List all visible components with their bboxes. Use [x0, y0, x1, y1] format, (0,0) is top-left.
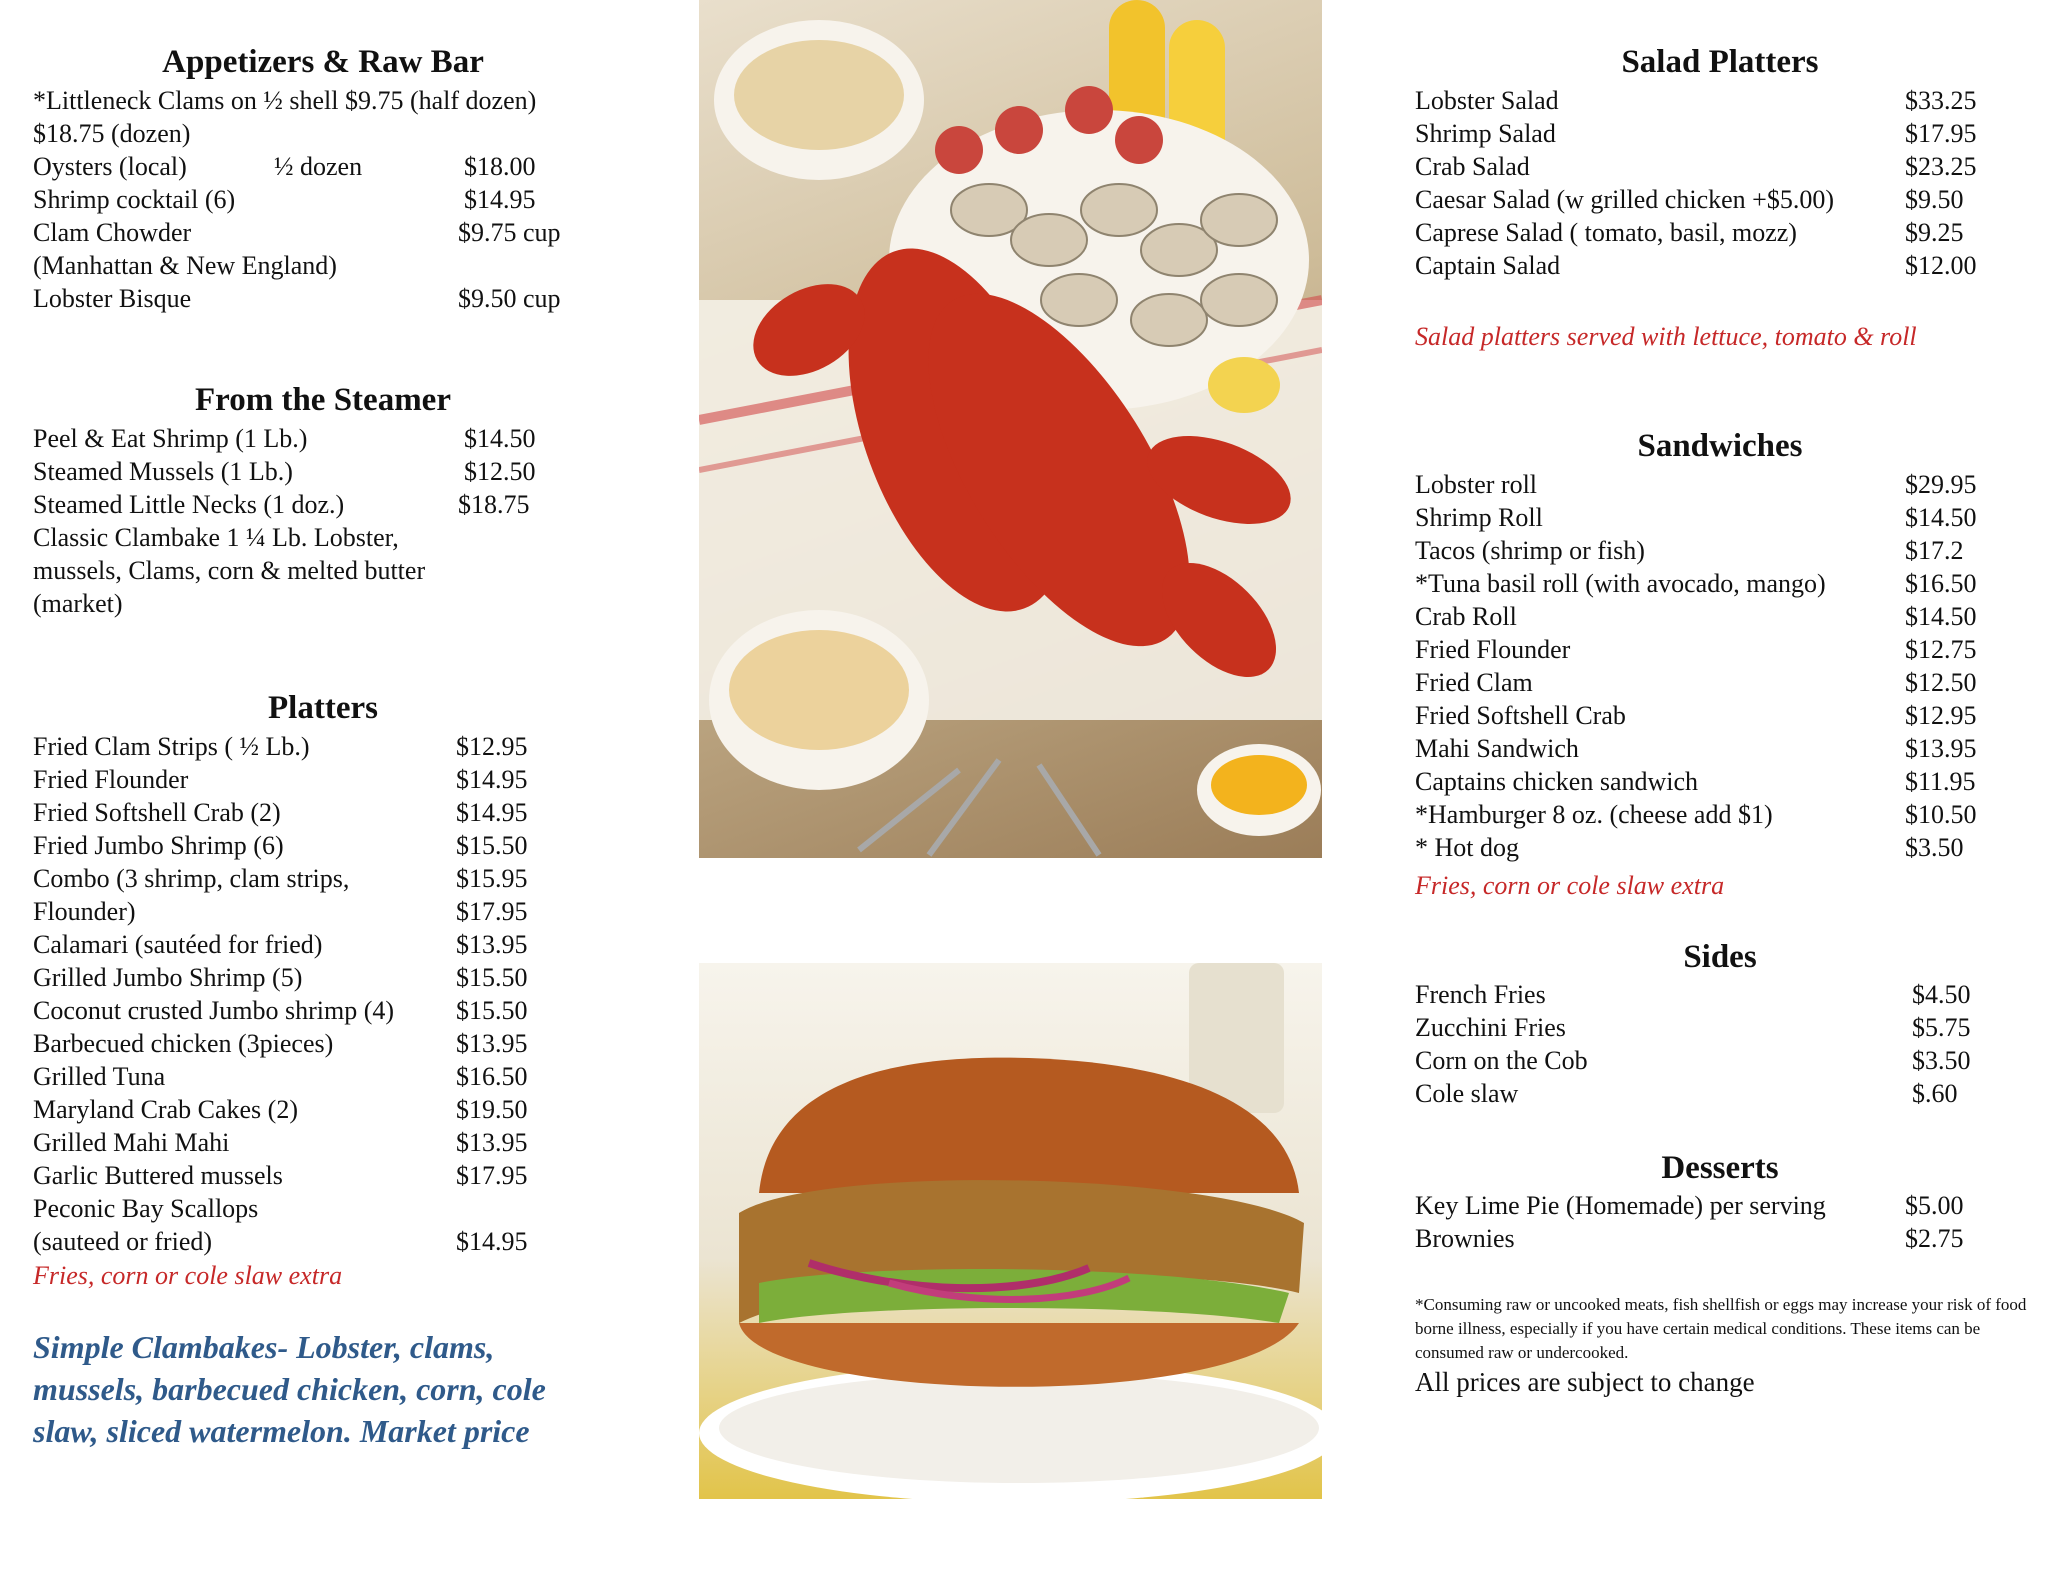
- platter-item-name: Grilled Mahi Mahi: [33, 1128, 230, 1157]
- salad-item-price: $9.25: [1905, 218, 1964, 247]
- platter-item-price: $16.50: [456, 1062, 528, 1091]
- steamer-price: $18.75: [458, 490, 530, 519]
- appetizer-line: Clam Chowder: [33, 218, 192, 247]
- side-item-name: Cole slaw: [1415, 1079, 1519, 1108]
- side-item-price: $5.75: [1912, 1013, 1971, 1042]
- sandwich-item-price: $3.50: [1905, 833, 1964, 862]
- platter-item-name: Grilled Tuna: [33, 1062, 166, 1091]
- raw-food-disclaimer: *Consuming raw or uncooked meats, fish shellfish or eggs may increase your risk of food borne illness, especially if you have certain medical conditions. These items can be consumed raw or undercooked.: [1415, 1295, 2027, 1362]
- appetizer-line: $18.75 (dozen): [33, 119, 191, 148]
- dessert-item-price: $5.00: [1905, 1191, 1964, 1220]
- appetizer-line: Shrimp cocktail (6): [33, 185, 236, 214]
- salad-item-price: $9.50: [1905, 185, 1964, 214]
- sandwich-item-name: *Hamburger 8 oz. (cheese add $1): [1415, 800, 1773, 829]
- platter-item-name: Grilled Jumbo Shrimp (5): [33, 963, 303, 992]
- steamer-price: $12.50: [464, 457, 536, 486]
- sandwich-item-name: Fried Clam: [1415, 668, 1533, 697]
- platter-item-price: $14.95: [456, 798, 528, 827]
- steamer-price: $14.50: [464, 424, 536, 453]
- salad-item-name: Lobster Salad: [1415, 86, 1559, 115]
- appetizer-line: Lobster Bisque: [33, 284, 192, 313]
- platter-item-price: $17.95: [456, 1161, 528, 1190]
- salad-item-name: Crab Salad: [1415, 152, 1530, 181]
- steamer-line: mussels, Clams, corn & melted butter: [33, 556, 426, 585]
- seafood-platter-illustration: [699, 0, 1322, 858]
- sandwich-item-price: $12.50: [1905, 668, 1977, 697]
- sandwich-item-price: $17.2: [1905, 536, 1964, 565]
- sandwich-item-name: Mahi Sandwich: [1415, 734, 1579, 763]
- steamer-line: (market): [33, 589, 123, 618]
- platters-heading: Platters: [268, 690, 378, 726]
- appetizer-price: $14.95: [464, 185, 536, 214]
- sandwich-item-price: $16.50: [1905, 569, 1977, 598]
- platter-item-price: $19.50: [456, 1095, 528, 1124]
- platter-item-name: Flounder): [33, 897, 136, 926]
- salad-item-name: Captain Salad: [1415, 251, 1561, 280]
- platter-item-price: $17.95: [456, 897, 528, 926]
- appetizer-line: *Littleneck Clams on ½ shell $9.75 (half dozen): [33, 86, 537, 115]
- sandwiches-extra-note: Fries, corn or cole slaw extra: [1415, 871, 1725, 900]
- sandwich-item-price: $14.50: [1905, 503, 1977, 532]
- steamer-heading: From the Steamer: [195, 382, 451, 418]
- steamer-line: Peel & Eat Shrimp (1 Lb.): [33, 424, 308, 453]
- appetizer-price: $18.00: [464, 152, 536, 181]
- platter-item-price: $15.95: [456, 864, 528, 893]
- appetizer-line: (Manhattan & New England): [33, 251, 337, 280]
- platters-extra-note: Fries, corn or cole slaw extra: [33, 1261, 343, 1290]
- side-item-price: $4.50: [1912, 980, 1971, 1009]
- salad-item-price: $17.95: [1905, 119, 1977, 148]
- appetizer-line: Oysters (local): [33, 152, 187, 181]
- steamer-line: Steamed Little Necks (1 doz.): [33, 490, 345, 519]
- platter-item-name: Fried Jumbo Shrimp (6): [33, 831, 284, 860]
- salad-item-name: Caprese Salad ( tomato, basil, mozz): [1415, 218, 1797, 247]
- sandwich-item-price: $12.95: [1905, 701, 1977, 730]
- side-item-price: $.60: [1912, 1079, 1958, 1108]
- platter-item-price: $13.95: [456, 930, 528, 959]
- appetizer-price: $9.75 cup: [458, 218, 561, 247]
- sandwich-item-name: Tacos (shrimp or fish): [1415, 536, 1645, 565]
- platter-item-price: $15.50: [456, 963, 528, 992]
- clambake-note: Simple Clambakes- Lobster, clams, mussels, barbecued chicken, corn, cole slaw, sliced watermelon. Market price: [33, 1329, 546, 1449]
- dessert-item-name: Brownies: [1415, 1224, 1515, 1253]
- salad-item-name: Shrimp Salad: [1415, 119, 1556, 148]
- desserts-heading: Desserts: [1661, 1150, 1779, 1186]
- appetizer-price: $9.50 cup: [458, 284, 561, 313]
- platter-item-price: $15.50: [456, 831, 528, 860]
- sandwich-item-name: Fried Softshell Crab: [1415, 701, 1626, 730]
- platter-item-name: Maryland Crab Cakes (2): [33, 1095, 298, 1124]
- platter-item-name: Peconic Bay Scallops: [33, 1194, 259, 1223]
- sandwich-item-price: $12.75: [1905, 635, 1977, 664]
- salad-item-price: $23.25: [1905, 152, 1977, 181]
- steamer-line: Steamed Mussels (1 Lb.): [33, 457, 293, 486]
- platter-item-price: $14.95: [456, 765, 528, 794]
- steamer-line: Classic Clambake 1 ¼ Lb. Lobster,: [33, 523, 399, 552]
- sandwich-item-name: *Tuna basil roll (with avocado, mango): [1415, 569, 1826, 598]
- salad-item-name: Caesar Salad (w grilled chicken +$5.00): [1415, 185, 1834, 214]
- platter-item-price: $13.95: [456, 1128, 528, 1157]
- sandwich-item-name: Shrimp Roll: [1415, 503, 1543, 532]
- side-item-name: Zucchini Fries: [1415, 1013, 1566, 1042]
- platter-item-price: $13.95: [456, 1029, 528, 1058]
- appetizer-line: ½ dozen: [274, 152, 363, 181]
- dessert-item-price: $2.75: [1905, 1224, 1964, 1253]
- platter-item-price: $14.95: [456, 1227, 528, 1256]
- salad-item-price: $33.25: [1905, 86, 1977, 115]
- side-item-name: French Fries: [1415, 980, 1546, 1009]
- platter-item-price: $12.95: [456, 732, 528, 761]
- sandwich-item-name: Captains chicken sandwich: [1415, 767, 1699, 796]
- sandwich-item-price: $10.50: [1905, 800, 1977, 829]
- sides-heading: Sides: [1683, 939, 1757, 975]
- platter-item-name: Barbecued chicken (3pieces): [33, 1029, 334, 1058]
- seafood-platter-photo: [699, 0, 1322, 858]
- platter-item-name: Calamari (sautéed for fried): [33, 930, 323, 959]
- sandwich-item-price: $14.50: [1905, 602, 1977, 631]
- sandwiches-heading: Sandwiches: [1637, 428, 1803, 464]
- sandwich-item-name: Crab Roll: [1415, 602, 1517, 631]
- crab-sandwich-illustration: [699, 963, 1322, 1499]
- sandwich-item-price: $13.95: [1905, 734, 1977, 763]
- platter-item-name: Combo (3 shrimp, clam strips,: [33, 864, 350, 893]
- salad-platters-heading: Salad Platters: [1621, 44, 1819, 80]
- side-item-name: Corn on the Cob: [1415, 1046, 1588, 1075]
- salad-item-price: $12.00: [1905, 251, 1977, 280]
- sandwich-item-name: Fried Flounder: [1415, 635, 1571, 664]
- sandwich-item-name: * Hot dog: [1415, 833, 1519, 862]
- dessert-item-name: Key Lime Pie (Homemade) per serving: [1415, 1191, 1826, 1220]
- softshell-crab-sandwich-photo: [699, 963, 1322, 1499]
- sandwich-item-price: $29.95: [1905, 470, 1977, 499]
- sandwich-item-name: Lobster roll: [1415, 470, 1538, 499]
- appetizers-heading: Appetizers & Raw Bar: [162, 44, 484, 80]
- prices-subject-to-change: All prices are subject to change: [1415, 1367, 1755, 1397]
- platter-item-name: Fried Flounder: [33, 765, 189, 794]
- side-item-price: $3.50: [1912, 1046, 1971, 1075]
- platter-item-name: (sauteed or fried): [33, 1227, 213, 1256]
- platter-item-name: Fried Softshell Crab (2): [33, 798, 281, 827]
- platter-item-name: Coconut crusted Jumbo shrimp (4): [33, 996, 395, 1025]
- platter-item-name: Fried Clam Strips ( ½ Lb.): [33, 732, 310, 761]
- sandwich-item-price: $11.95: [1905, 767, 1976, 796]
- platter-item-name: Garlic Buttered mussels: [33, 1161, 283, 1190]
- platter-item-price: $15.50: [456, 996, 528, 1025]
- salad-platters-note: Salad platters served with lettuce, tomato & roll: [1415, 322, 1917, 351]
